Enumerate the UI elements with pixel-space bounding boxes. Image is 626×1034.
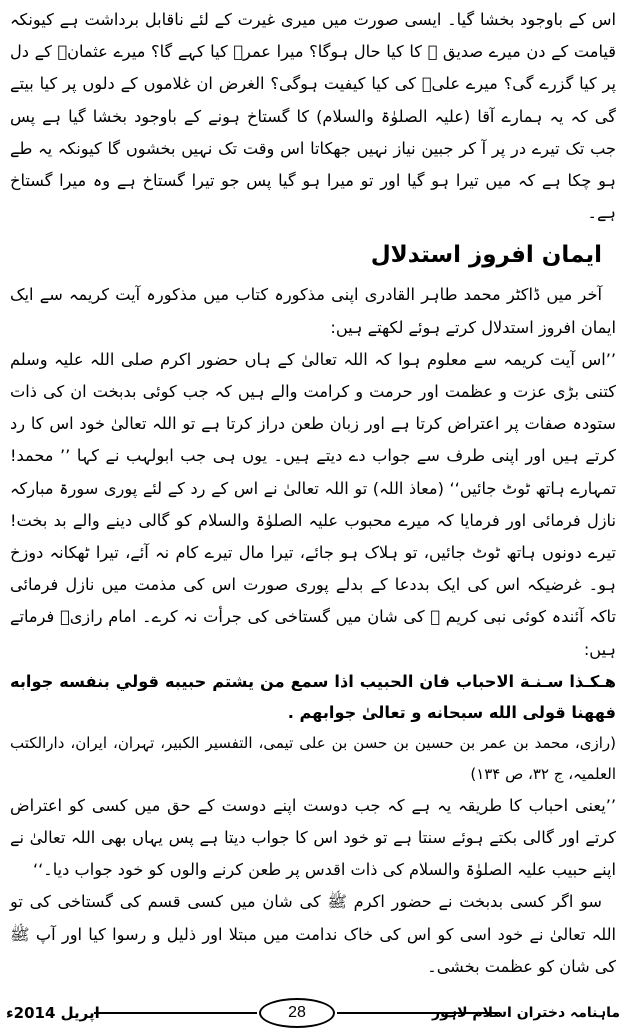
quote-paragraph: ’’اس آیت کریمہ سے معلوم ہوا کہ اللہ تعالیٰ کے ہاں حضور اکرم صلی اللہ علیہ وسلم کتنی بڑی عزت و عظمت اور حرمت و کرامت والے ہیں کہ جب کوئی بدبخت ان کی ذات ستودہ صفات پر اعتراض کرتا ہے اور زبان طعن دراز کرتا ہے تو اللہ تعالیٰ خود اس کا رد کرتے ہیں اور اپنی طرف سے جواب دے دیتے ہیں۔ یوں ہی جب ابولہب نے کہا ’’ محمد! تمہارے ہاتھ ٹوٹ جائیں‘‘ (معاذ اللہ) تو اللہ تعالیٰ نے اس کے رد کے لئے پوری سورۃ مبارکہ نازل فرمائی اور فرمایا کہ میرے محبوب علیہ الصلوٰۃ والسلام کو گالی دینے والے بد بخت! تیرے دونوں ہاتھ ٹوٹ جائیں، تو ہلاک ہو جائے، تیرا مال تیرے کام نہ آئے، تیرا ٹھکانہ دوزخ ہو۔ غرضیکہ اس کی ایک بددعا کے بدلے پوری صورت اس کی مذمت میں نازل فرمائی تاکہ آئندہ کوئی نبی کریم ﷺ کی شان میں گستاخی کی جرأت نہ کرے۔ امام رازیؒ فرماتے ہیں:: [10, 349, 616, 659]
arabic-quote: هـكـذا سـنـة الاحباب فان الحبيب اذا سمع من يشتم حبيبه قولي بنفسه جوابه فههنا قولى الله سبحانه و تعالیٰ جوابهم .: [10, 671, 616, 722]
paragraph-2: آخر میں ڈاکٹر محمد طاہر القادری اپنی مذکورہ کتاب میں مذکورہ آیت کریمہ سے ایک ایمان افروز استدلال کرتے ہوئے لکھتے ہیں:: [10, 285, 616, 337]
section-heading: ایمان افروز استدلال: [370, 242, 602, 269]
page-footer: [6, 994, 620, 1032]
article-body: [10, 4, 616, 983]
citation: (رازی، محمد بن عمر بن حسین بن حسن بن علی تیمی، التفسیر الکبیر، تہران، ایران، دارالکتب العلمیہ، ج ۳۲، ص ۱۳۴): [10, 733, 616, 783]
translation-paragraph: ’’یعنی احباب کا طریقہ یہ ہے کہ جب دوست اپنے دوست کے حق میں کسی کو اعتراض کرتے اور گالی بکتے ہوئے سنتا ہے تو خود اس کا جواب دیتا ہے پس یہاں بھی اللہ تعالیٰ نے اپنے حبیب علیہ الصلوٰۃ والسلام کی ذات اقدس پر طعن کرنے والوں کو خود جواب دیا۔‘‘: [10, 795, 616, 880]
issue-date: اپریل 2014ء: [6, 1004, 100, 1022]
paragraph-1: اس کے باوجود بخشا گیا۔ ایسی صورت میں میری غیرت کے لئے ناقابل برداشت ہے کیونکہ قیامت کے دن میرے صدیق ؓ کا کیا حال ہوگا؟ میرا عمرؓ کیا کہے گا؟ میرے عثمانؓ کے دل پر کیا گزرے گی؟ میرے علیؓ کی کیا کیفیت ہوگی؟ الغرض ان غلاموں کے دلوں پر کیا بیتے گی کہ یہ ہمارے آقا (علیہ الصلوٰۃ والسلام) کا گستاخ ہونے کے باوجود بخشا گیا ہے پس جب تک تیرے در پر آ کر جبین نیاز نہیں جھکاتا اس وقت تک نہیں بخشوں گا کیونکہ یہ طے ہو چکا ہے کہ میں تیرا ہو گیا اور تو میرا ہو گیا پس جو تیرا گستاخ ہے وہ میرا گستاخ ہے۔: [10, 10, 616, 223]
footer-rule-left: [94, 1012, 257, 1014]
closing-paragraph: سو اگر کسی بدبخت نے حضور اکرم ﷺ کی شان میں کسی قسم کی گستاخی کی تو اللہ تعالیٰ نے خود اسی کو اس کی خاک ندامت میں مبتلا اور ذلیل و رسوا کیا اور آپ ﷺ کی شان کو عظمت بخشی۔: [10, 892, 616, 976]
magazine-name: ماہنامہ دختران اسلام لاہور: [432, 1005, 620, 1021]
page-number: 28: [259, 998, 335, 1028]
